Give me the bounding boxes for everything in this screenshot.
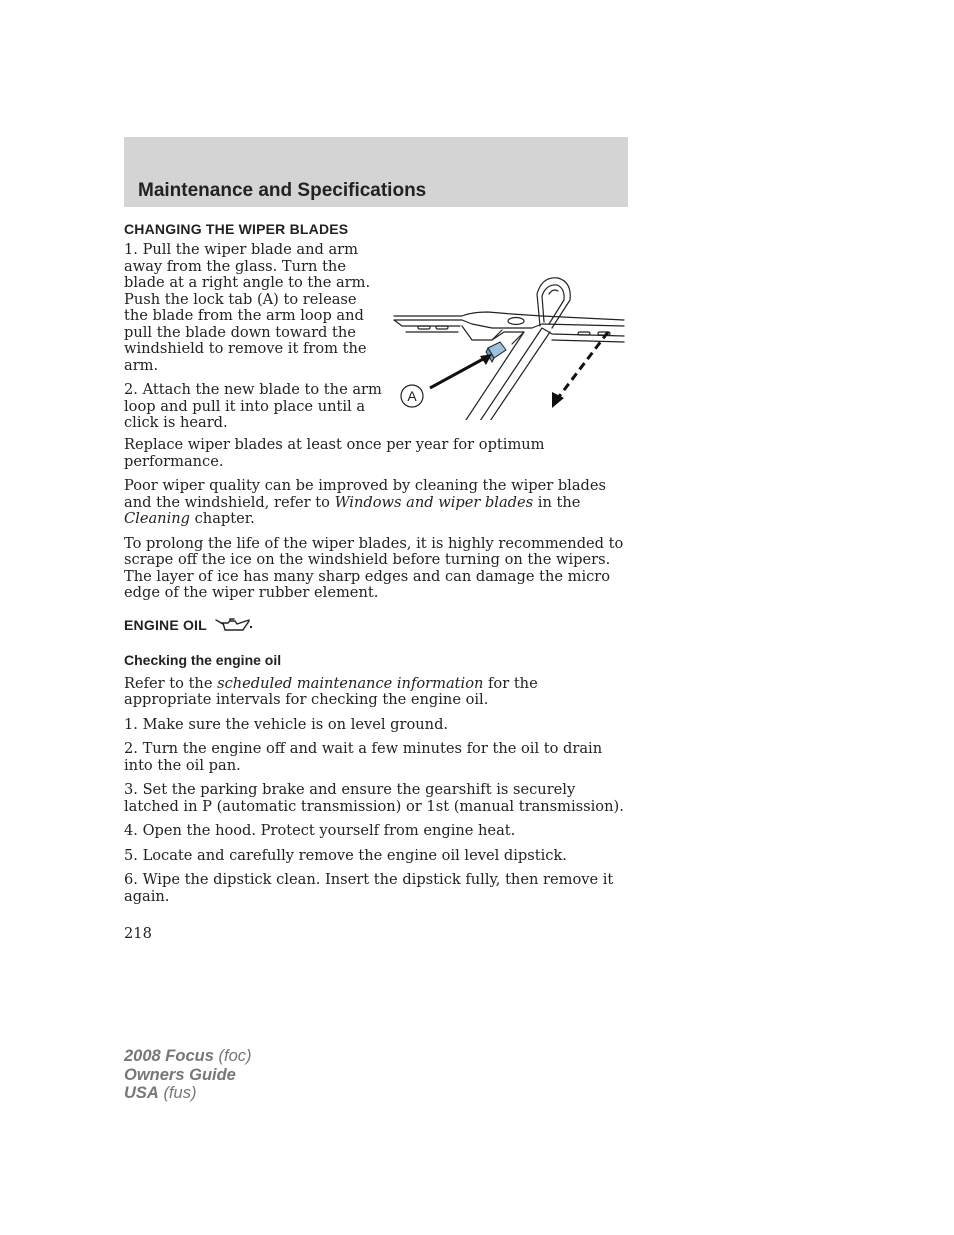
footer-guide-line: Owners Guide — [124, 1065, 236, 1084]
wiper-steps — [124, 242, 382, 440]
footer-model-line: 2008 Focus (foc) — [124, 1047, 252, 1065]
oil-step-5: 5. Locate and carefully remove the engine oil level dipstick. — [124, 846, 567, 864]
prolong-note: To prolong the life of the wiper blades, it is highly recommended to scrape off the ice on the windshield before turning on the wipers. The layer of ice has many sharp edges and can damage the micro edge of the wiper rubber element. — [124, 534, 624, 601]
wiper-section — [124, 242, 629, 437]
oil-step-6: 6. Wipe the dipstick clean. Insert the dipstick fully, then remove it again. — [124, 871, 614, 905]
engine-oil-heading: ENGINE OIL — [124, 616, 207, 633]
document-footer — [124, 1047, 251, 1103]
section-header — [124, 137, 628, 207]
wiper-step-1: 1. Pull the wiper blade and arm away from the glass. Turn the blade at a right angle to the arm. Push the lock tab (A) to release the blade from the arm loop and pull the blade down toward the windshield to remove it from the arm. — [124, 241, 371, 374]
lock-tab-label: A — [407, 388, 417, 404]
wiper-heading: CHANGING THE WIPER BLADES — [124, 221, 349, 237]
oil-step-1: 1. Make sure the vehicle is on level ground. — [124, 715, 449, 733]
checking-oil-subheading: Checking the engine oil — [124, 651, 282, 668]
oil-step-2: 2. Turn the engine off and wait a few minutes for the oil to drain into the oil pan. — [124, 740, 603, 774]
engine-oil-heading-row — [124, 616, 629, 634]
page-content — [124, 221, 629, 913]
section-title: Maintenance and Specifications — [138, 180, 427, 201]
wiper-blade-illustration — [392, 270, 628, 420]
wiper-step-2: 2. Attach the new blade to the arm loop and pull it into place until a click is heard. — [124, 381, 382, 431]
oil-can-icon — [215, 616, 253, 634]
oil-step-4: 4. Open the hood. Protect yourself from engine heat. — [124, 822, 516, 839]
oil-step-3: 3. Set the parking brake and ensure the gearshift is securely latched in P (automatic transmission) or 1st (manual transmission). — [124, 781, 624, 815]
replace-note: Replace wiper blades at least once per year for optimum performance. — [124, 436, 545, 470]
poor-quality-note: Poor wiper quality can be improved by cleaning the wiper blades and the windshield, refer to Windows and wiper blades in the Cleaning chapter. — [124, 477, 607, 527]
page-number: 218 — [124, 925, 152, 942]
footer-region-line: USA (fus) — [124, 1084, 197, 1102]
oil-intro: Refer to the scheduled maintenance information for the appropriate intervals for checking the engine oil. — [124, 674, 538, 708]
